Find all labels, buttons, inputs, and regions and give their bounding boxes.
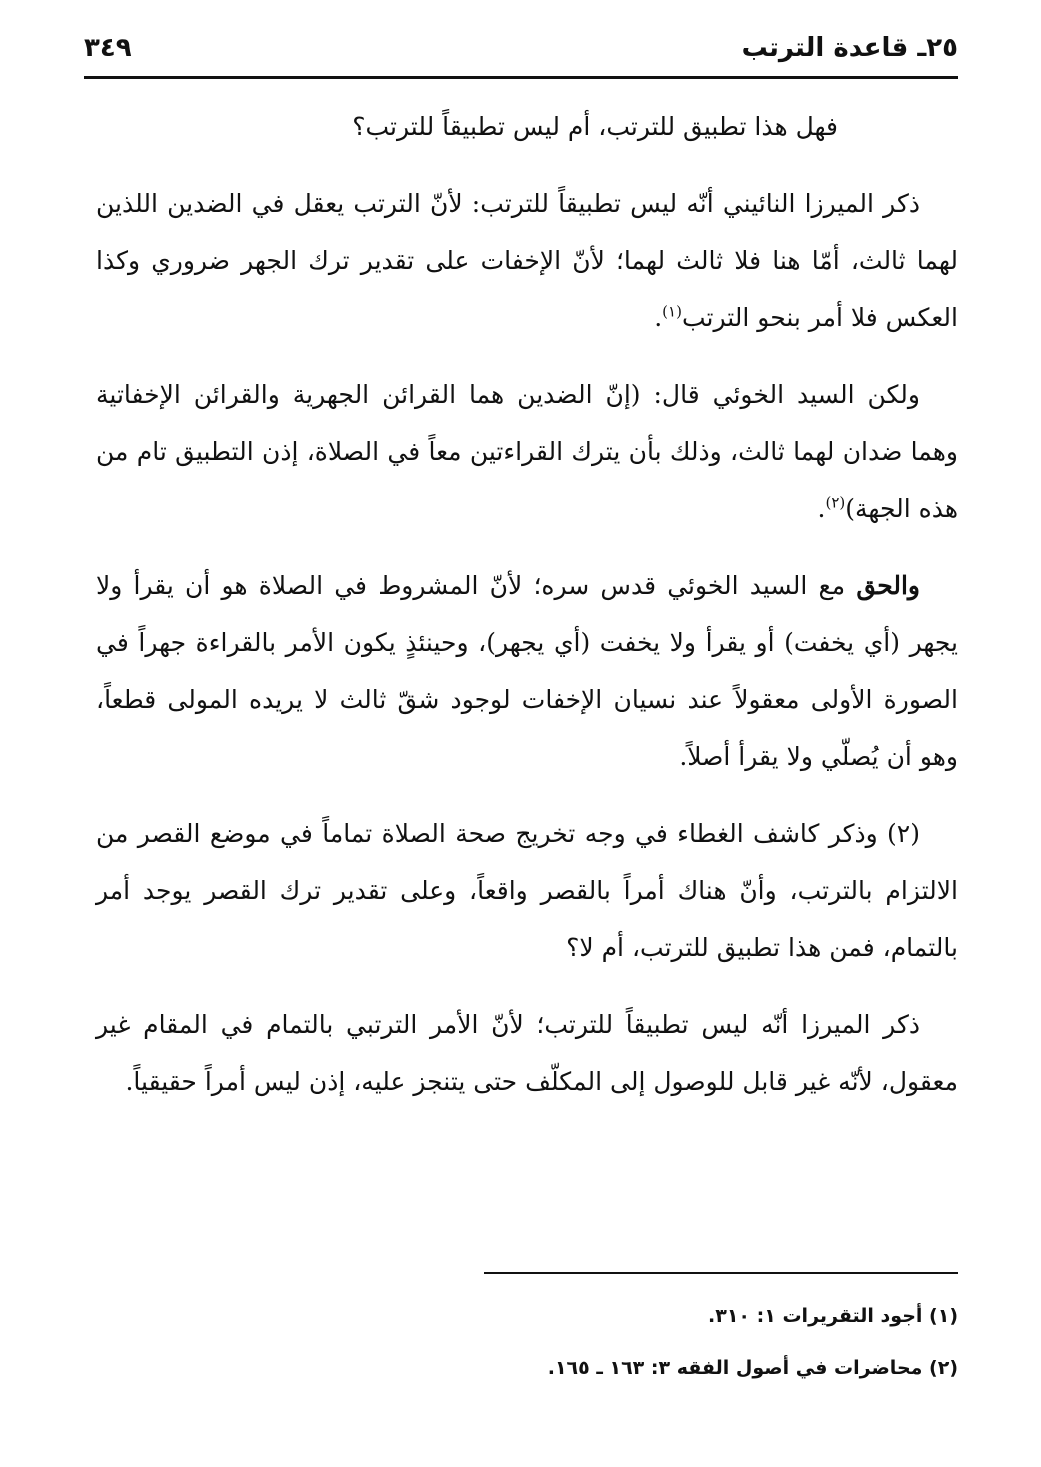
header-divider — [84, 76, 958, 79]
footnote-ref-2: (٢) — [825, 493, 846, 512]
running-title: ٢٥ـ قاعدة الترتب — [741, 33, 958, 63]
paragraph-2-text: ذكر الميرزا النائيني أنّه ليس تطبيقاً للترتب: لأنّ الترتب يعقل في الضدين اللذين لهما ثالث، أمّا هنا فلا ثالث لهما؛ لأنّ الإخفات على تقدير ترك الجهر ضروري وكذا العكس فلا أمر بنحو الترتب — [96, 189, 958, 332]
paragraph-4 — [96, 557, 958, 785]
paragraph-3 — [96, 366, 958, 537]
paragraph-1: فهل هذا تطبيق للترتب، أم ليس تطبيقاً للترتب؟ — [352, 112, 838, 141]
footnote-divider — [484, 1272, 958, 1274]
paragraph-2 — [96, 175, 958, 346]
paragraph-3-end: . — [817, 494, 826, 523]
paragraph-2-end: . — [654, 303, 663, 332]
paragraph-4-lead-word: والحق — [856, 571, 920, 600]
footnotes — [484, 1290, 958, 1394]
footnote-2: (٢) محاضرات في أصول الفقه ٣: ١٦٣ ـ ١٦٥. — [547, 1357, 958, 1379]
paragraph-4-text: مع السيد الخوئي قدس سره؛ لأنّ المشروط في الصلاة هو أن يقرأ ولا يجهر (أي يخفت) أو يقرأ ولا يخفت (أي يجهر)، وحينئذٍ يكون الأمر بالقراءة جهراً في الصورة الأولى معقولاً عند نسيان الإخفات لوجود شقّ ثالث لا يريده المولى قطعاً، وهو أن يُصلّي ولا يقرأ أصلاً. — [96, 571, 958, 771]
main-text — [96, 98, 958, 1130]
page-header — [84, 24, 958, 72]
paragraph-3-text: ولكن السيد الخوئي قال: (إنّ الضدين هما القرائن الجهرية والقرائن الإخفاتية وهما ضدان لهما ثالث، وذلك بأن يترك القراءتين معاً في الصلاة، إذن التطبيق تام من هذه الجهة) — [96, 380, 958, 523]
footnote-1: (١) أجود التقريرات ١: ٣١٠. — [708, 1305, 958, 1327]
page-number: ٣٤٩ — [84, 33, 132, 63]
paragraph-5: (٢) وذكر كاشف الغطاء في وجه تخريج صحة الصلاة تماماً في موضع القصر من الالتزام بالترتب، وأنّ هناك أمراً بالقصر واقعاً، وعلى تقدير ترك القصر يوجد أمر بالتمام، فمن هذا تطبيق للترتب، أم لا؟ — [96, 819, 958, 962]
footnote-ref-1: (١) — [662, 302, 682, 321]
paragraph-6: ذكر الميرزا أنّه ليس تطبيقاً للترتب؛ لأنّ الأمر الترتبي بالتمام في المقام غير معقول، لأنّه غير قابل للوصول إلى المكلّف حتى يتنجز عليه، إذن ليس أمراً حقيقياً. — [96, 1010, 958, 1096]
